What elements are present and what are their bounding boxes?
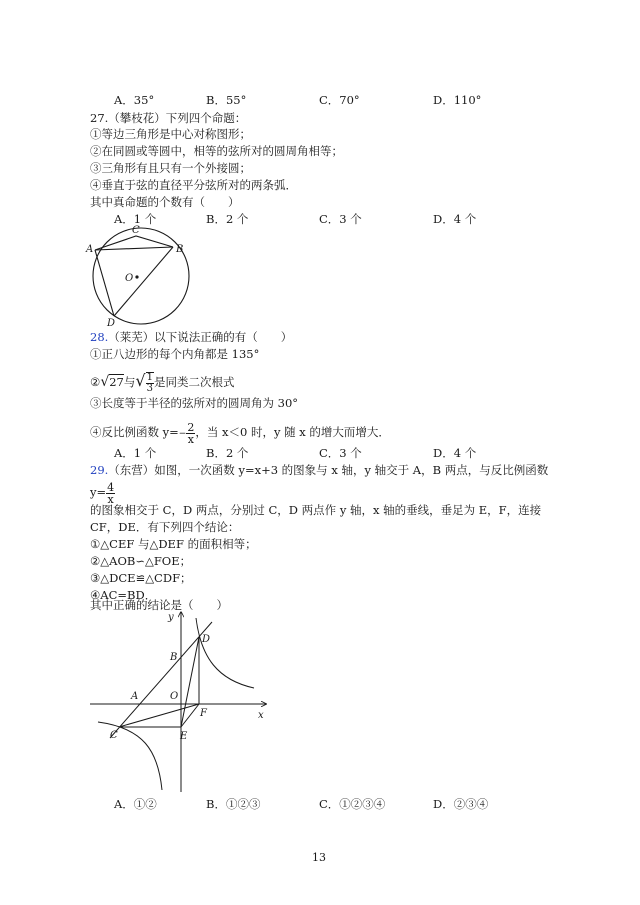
q27-chord-ad bbox=[95, 250, 114, 316]
page-number: 13 bbox=[312, 851, 326, 864]
q26-option-c[interactable]: C．70° bbox=[319, 93, 360, 107]
q28-item-4-frac-num: 2 bbox=[187, 420, 195, 434]
q26-option-b[interactable]: B．55° bbox=[206, 93, 247, 107]
q28-frac-den: 3 bbox=[146, 383, 153, 394]
q27-circle bbox=[93, 228, 189, 324]
q28-item-4-suffix: ，当 x＜0 时，y 随 x 的增大而增大． bbox=[195, 425, 390, 439]
q28-radicand: 27 bbox=[109, 375, 124, 389]
q29-conclusion-2: ②△AOB∽△FOE； bbox=[90, 554, 192, 568]
q29-option-b[interactable]: B．①②③ bbox=[206, 797, 261, 811]
q28-item-4 bbox=[90, 420, 390, 446]
q28-option-c[interactable]: C．3 个 bbox=[319, 446, 362, 460]
q28-stem bbox=[90, 330, 292, 344]
q27-label-o: O bbox=[125, 273, 134, 284]
q28-fraction bbox=[146, 372, 154, 394]
q28-option-d[interactable]: D．4 个 bbox=[433, 446, 477, 460]
q27-stem bbox=[90, 111, 246, 125]
q29-label-d: D bbox=[202, 634, 211, 645]
q28-item-4-fraction bbox=[186, 422, 195, 445]
q27-title: （攀枝花）下列四个命题： bbox=[108, 111, 247, 125]
q29-linear-function-line bbox=[110, 622, 212, 738]
q27-label-d: D bbox=[107, 318, 116, 329]
q29-label-e: E bbox=[180, 731, 188, 742]
q29-line-3: CF，DE．有下列四个结论： bbox=[90, 520, 240, 534]
q29-stem-line-1 bbox=[90, 463, 548, 477]
q27-option-d[interactable]: D．4 个 bbox=[433, 212, 477, 226]
q29-hyperbola-q3 bbox=[98, 722, 162, 790]
q29-frac-den: x bbox=[107, 492, 114, 506]
q28-item-4-frac-den: x bbox=[187, 432, 194, 446]
q27-item-4: ④垂直于弦的直径平分弦所对的两条弧． bbox=[90, 178, 297, 192]
sqrt-icon: √ bbox=[135, 371, 146, 390]
q29-option-d[interactable]: D．②③④ bbox=[433, 797, 489, 811]
q26-option-a[interactable]: A．35° bbox=[114, 93, 155, 107]
q29-label-b: B bbox=[170, 652, 178, 663]
q27-label-a: A bbox=[86, 244, 94, 255]
q29-conclusion-4: ④AC=BD． bbox=[90, 588, 157, 602]
q27-circle-figure bbox=[88, 222, 200, 328]
q27-option-b[interactable]: B．2 个 bbox=[206, 212, 249, 226]
q29-segment-de bbox=[181, 637, 199, 727]
q29-label-y: y bbox=[168, 612, 174, 623]
q27-item-2: ②在同圆或等圆中，相等的弦所对的圆周角相等； bbox=[90, 144, 343, 158]
q29-number: 29. bbox=[90, 463, 109, 477]
q29-frac-num: 4 bbox=[107, 480, 115, 494]
q29-label-c: C bbox=[110, 730, 118, 741]
q28-item-2 bbox=[90, 370, 234, 394]
q28-item-3: ③长度等于半径的弦所对的圆周角为 30° bbox=[90, 396, 299, 410]
q29-line-2: 的图象相交于 C，D 两点，分别过 C，D 两点作 y 轴，x 轴的垂线，垂足为 E，F，连接 bbox=[90, 503, 542, 517]
q27-item-1: ①等边三角形是中心对称图形； bbox=[90, 127, 251, 141]
q28-item-4-prefix: ④反比例函数 y= bbox=[90, 425, 179, 439]
q29-hyperbola-q1 bbox=[196, 618, 254, 688]
q29-line-1: （东营）如图，一次函数 y=x+3 的图象与 x 轴，y 轴交于 A，B 两点，与反比例函数 bbox=[108, 463, 549, 477]
q29-conclusion-1: ①△CEF 与△DEF 的面积相等； bbox=[90, 537, 257, 551]
q29-label-x: x bbox=[258, 710, 264, 721]
q29-option-a[interactable]: A．①② bbox=[114, 797, 157, 811]
q28-item-2-prefix: ② bbox=[90, 375, 101, 389]
q29-label-o: O bbox=[170, 691, 179, 702]
q28-item-2-suffix: 是同类二次根式 bbox=[153, 375, 235, 389]
q27-chord-ab bbox=[95, 247, 173, 250]
q28-item-2-mid: 与 bbox=[123, 375, 136, 389]
q29-option-c[interactable]: C．①②③④ bbox=[319, 797, 386, 811]
sqrt-icon: √ bbox=[100, 374, 110, 390]
q27-chord-bd bbox=[114, 247, 173, 316]
q27-label-b: B bbox=[176, 244, 184, 255]
q28-frac-num: 1 bbox=[146, 372, 153, 383]
q29-question: 其中正确的结论是（ ） bbox=[90, 598, 228, 612]
q28-item-4-mark: − bbox=[178, 429, 187, 439]
q27-question: 其中真命题的个数有（ ） bbox=[90, 195, 240, 209]
q28-number: 28. bbox=[90, 330, 109, 344]
q29-segment-cf bbox=[119, 704, 199, 727]
q29-conclusion-3: ③△DCE≌△CDF； bbox=[90, 571, 192, 585]
q27-label-c: C bbox=[132, 225, 140, 236]
q29-graph-figure bbox=[88, 610, 273, 795]
q27-center-point bbox=[135, 275, 138, 278]
q28-option-a[interactable]: A．1 个 bbox=[114, 446, 157, 460]
q28-item-1: ①正八边形的每个内角都是 135° bbox=[90, 347, 260, 361]
q26-option-d[interactable]: D．110° bbox=[433, 93, 482, 107]
q29-y-eq: y= bbox=[90, 485, 107, 499]
q29-label-f: F bbox=[200, 708, 207, 719]
q27-number: 27. bbox=[90, 111, 109, 125]
q28-option-b[interactable]: B．2 个 bbox=[206, 446, 249, 460]
q28-title: （莱芜）以下说法正确的有（ ） bbox=[108, 330, 293, 344]
q29-stem-line-2 bbox=[90, 478, 115, 506]
q27-option-a[interactable]: A．1 个 bbox=[114, 212, 157, 226]
q27-item-3: ③三角形有且只有一个外接圆； bbox=[90, 161, 251, 175]
q29-fraction bbox=[106, 482, 115, 505]
q27-option-c[interactable]: C．3 个 bbox=[319, 212, 362, 226]
q29-label-a: A bbox=[131, 691, 139, 702]
